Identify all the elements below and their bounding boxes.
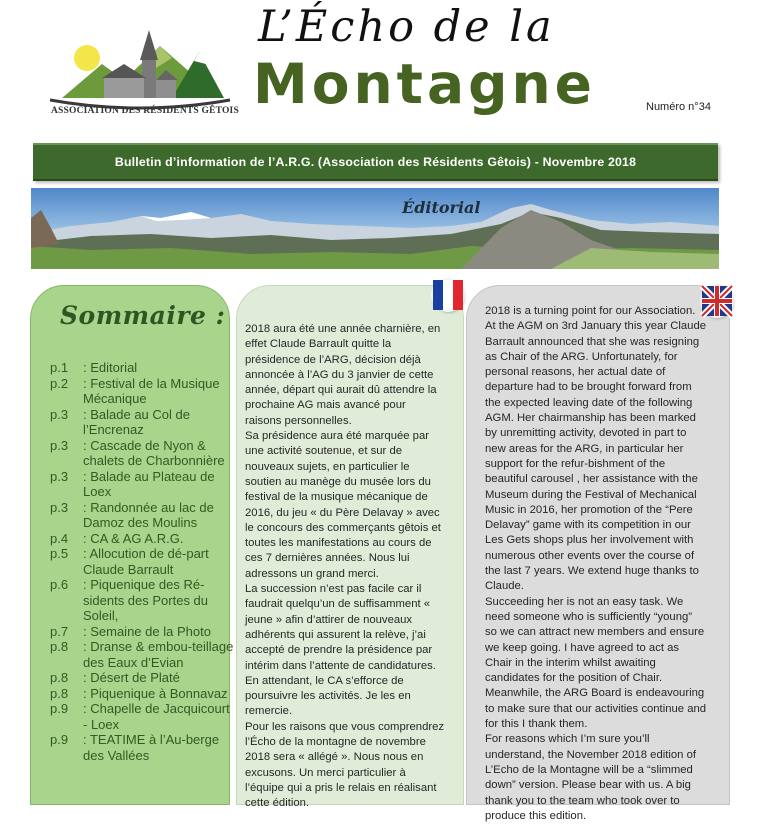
mountain-panorama-image [31,188,719,269]
toc-item[interactable] [50,732,235,763]
toc-item[interactable] [50,624,235,640]
toc-item[interactable] [50,360,235,376]
issue-number: Numéro n°34 [646,101,711,113]
toc-title: : Dranse & embou-teillage des Eaux d’Evian [83,639,234,670]
toc-title: : Balade au Plateau de Loex [83,468,215,499]
toc-page: p.8 [50,685,69,701]
summary-title: Sommaire : [60,301,226,330]
toc-item[interactable] [50,407,235,438]
toc-item[interactable] [50,469,235,500]
toc-title: : CA & AG A.R.G. [83,530,184,546]
toc-page: p.4 [50,530,69,546]
toc-title: : Piquenique à Bonnavaz [83,685,228,701]
toc-page: p.5 [50,546,69,561]
toc-page: p.8 [50,639,69,654]
table-of-contents [50,360,235,763]
toc-item[interactable] [50,670,235,686]
toc-page: p.3 [50,468,69,484]
toc-page: p.8 [50,670,69,685]
bulletin-text: Bulletin d’information de l’A.R.G. (Association des Résidents Gêtois) - Novembre 2018 [114,155,637,169]
editorial-paragraph: La succession n’est pas facile car il faudrait quelqu’un de suffisamment « jeune » afin d’attirer de nouveaux adhérents qui assurent la relève, j’ai accepté de prendre la présidence par intérim dans l’attente de candidatures. En attendant, le CA s’efforce de poursuivre les activités. Je les en remercie. [245,583,436,718]
editorial-paragraph: Sa présidence aura été marquée par une activité soutenue, et sur de nouveaux sujets, en particulier le soutien au manège du musée lors du festival de la musique mécanique de 2016, du jeu « du Père Delavay » avec le concours des commerçants gêtois et toutes les manifestations au cours de ces 7 dernières années. Nous lui adressons un grand merci. [245,430,441,580]
toc-item[interactable] [50,438,235,469]
bulletin-banner [33,143,718,181]
editorial-paragraph: 2018 is a turning point for our Association. At the AGM on 3rd January this year Claude Barrault announced that she was resigning as Chair of the ARG. Unfortunately, for personal reasons, her actual date of departure had to be brought forward from the expected leaving date of the following AGM. Her chairmanship has been marked by unremitting activity, devoted in part to new areas for the ARG, in particular her support for the refur-bishment of the beautiful carousel , her assistance with the Museum during the Festival of Mechanical Music in 2016, her promotion of the “Pere Delavay” game with its competition in our Les Gets shops plus her involvement with numerous other events over the course of the last 7 years. We extend huge thanks to Claude. [485,305,707,593]
toc-item[interactable] [50,376,235,407]
newsletter-title-line2: Montagne [253,52,596,116]
toc-page: p.6 [50,577,69,592]
toc-title: : Semaine de la Photo [83,623,211,639]
toc-title: : Balade au Col de l’Encrenaz [83,406,190,437]
toc-page: p.3 [50,437,69,453]
editorial-paragraph: Pour les raisons que vous comprendrez l’Écho de la montagne de novembre 2018 sera « allégé ». Nous nous en excusons. Un merci particulier à l’équipe qui a pris le relais en réalisant cette édition. [245,720,445,810]
toc-page: p.3 [50,499,69,515]
toc-title: : Piquenique des Ré-sidents des Portes du Soleil, [83,577,209,623]
toc-page: p.9 [50,732,69,747]
toc-item[interactable] [50,686,235,702]
toc-title: : Chapelle de Jacquicourt - Loex [83,701,230,732]
newsletter-title-line1: L’Écho de la [258,2,555,52]
toc-title: : TEATIME à l’Au-berge des Vallées [83,732,220,763]
editorial-paragraph: 2018 aura été une année charnière, en effet Claude Barrault quitte la présidence de l’ARG, décision déjà annoncée à l’AG du 3 janvier de cette année, départ qui aurait dû attendre la prochaine AG mais avancé pour raisons personnelles. [245,323,441,427]
toc-item[interactable] [50,500,235,531]
editorial-label: Éditorial [402,198,481,217]
toc-title: : Cascade de Nyon & chalets de Charbonnière [83,437,225,468]
flag-france-icon [433,280,463,310]
french-editorial-text [245,322,445,812]
logo-caption: ASSOCIATION DES RÉSIDENTS GÊTOIS [51,106,239,116]
toc-title: : Festival de la Musique Mécanique [83,375,220,406]
editorial-paragraph: For reasons which I’m sure you’ll understand, the November 2018 edition of L’Echo de la Montagne will be a “slimmed down” version. Please bear with us. A big thank you to the team who took over to produce this edition. [485,733,697,822]
toc-title: : Editorial [83,360,138,375]
toc-page: p.7 [50,623,69,639]
toc-item[interactable] [50,577,235,624]
editorial-paragraph: Succeeding her is not an easy task. We need someone who is sufficiently “young” so we can attract new members and ensure we keep going. I have agreed to act as Chair in the interim whilst awaiting candidates for the position of Chair. Meanwhile, the ARG Board is endeavouring to make sure that our activities continue and for this I thank them. [485,595,707,731]
toc-page: p.2 [50,375,69,391]
toc-title: : Allocution de dé-part Claude Barrault [83,546,209,577]
toc-page: p.9 [50,701,69,716]
toc-page: p.3 [50,406,69,422]
toc-title: : Randonnée au lac de Damoz des Moulins [83,499,214,530]
toc-item[interactable] [50,531,235,547]
toc-item[interactable] [50,701,235,732]
toc-item[interactable] [50,546,235,577]
toc-page: p.1 [50,360,69,375]
english-editorial-text [485,304,707,824]
toc-item[interactable] [50,639,235,670]
toc-title: : Désert de Platé [83,670,180,685]
